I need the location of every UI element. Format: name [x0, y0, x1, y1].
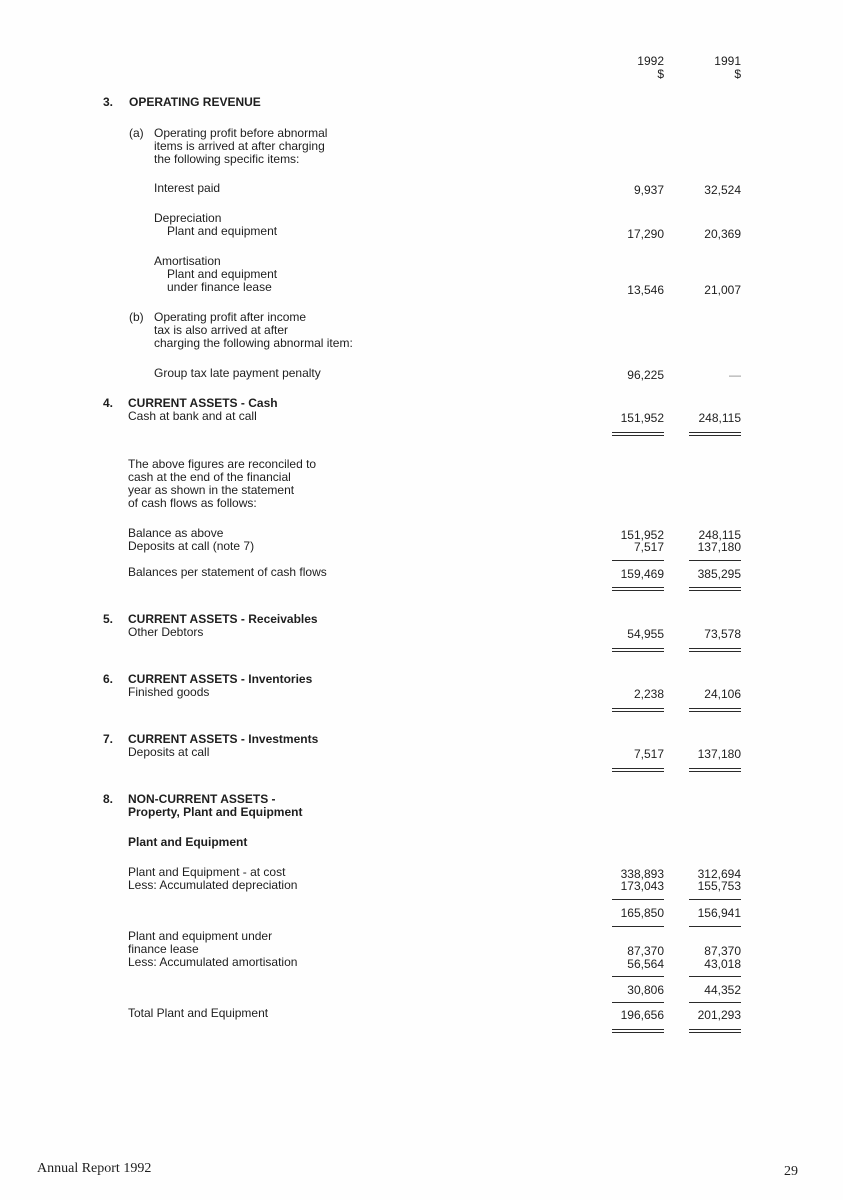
- note-6-1991: 24,106: [704, 687, 741, 701]
- subtotal-rule-1991: [689, 560, 741, 561]
- note-7-number: 7.: [103, 732, 114, 746]
- acc-amortisation-label: Less: Accumulated amortisation: [128, 955, 298, 969]
- cash-at-bank-label: Cash at bank and at call: [128, 409, 257, 423]
- amortisation-sub-1: Plant and equipment: [167, 267, 278, 281]
- per-statement-label: Balances per statement of cash flows: [128, 565, 327, 579]
- per-statement-rule-1992-b: [612, 590, 664, 591]
- cash-at-bank-1992: 151,952: [620, 411, 664, 425]
- note-8-title-2: Property, Plant and Equipment: [128, 805, 303, 819]
- note-7-title: CURRENT ASSETS - Investments: [128, 732, 319, 746]
- cash-double-rule-1991-b: [689, 435, 741, 436]
- note-6-rule-1992-a: [612, 708, 664, 709]
- lease-1991: 87,370: [704, 944, 741, 958]
- deposits-at-call-label: Deposits at call (note 7): [128, 539, 255, 553]
- net2-1992: 30,806: [627, 983, 664, 997]
- cash-double-rule-1992-b: [612, 435, 664, 436]
- per-statement-rule-1991-b: [689, 590, 741, 591]
- reconcile-text-4: of cash flows as follows:: [128, 496, 257, 510]
- note-7-rule-1991-b: [689, 771, 741, 772]
- footer-report-title: Annual Report 1992: [37, 1161, 152, 1176]
- net2-bottom-rule-1991: [689, 1002, 741, 1003]
- cash-at-bank-1991: 248,115: [698, 411, 741, 425]
- note-3a-text-2: items is arrived at after charging: [154, 139, 325, 153]
- col-1992-unit: $: [657, 67, 664, 81]
- lease-label-2: finance lease: [128, 942, 199, 956]
- amortisation-1991: 21,007: [704, 283, 741, 297]
- net1-bottom-rule-1992: [612, 926, 664, 927]
- acc-depreciation-label: Less: Accumulated depreciation: [128, 878, 298, 892]
- note-5-1992: 54,955: [627, 627, 664, 641]
- reconcile-text-2: cash at the end of the financial: [128, 470, 291, 484]
- note-3a-text-1: Operating profit before abnormal: [154, 126, 328, 140]
- deposits-at-call-1992: 7,517: [633, 540, 664, 554]
- cash-double-rule-1991-a: [689, 432, 741, 433]
- reconcile-text-3: year as shown in the statement: [128, 483, 295, 497]
- net1-1991: 156,941: [697, 906, 741, 920]
- net1-top-rule-1991: [689, 899, 741, 900]
- note-6-1992: 2,238: [633, 687, 664, 701]
- note-3-number: 3.: [103, 95, 114, 109]
- note-7-rule-1991-a: [689, 768, 741, 769]
- total-rule-1992-b: [612, 1032, 664, 1033]
- total-plant-1992: 196,656: [620, 1008, 664, 1022]
- col-1992-year: 1992: [637, 54, 664, 68]
- note-6-rule-1992-b: [612, 711, 664, 712]
- note-5-rule-1992-a: [612, 648, 664, 649]
- per-statement-rule-1991-a: [689, 587, 741, 588]
- tax-penalty-1991: —: [729, 368, 741, 382]
- balance-as-above-1992: 151,952: [620, 528, 664, 542]
- note-4-title: CURRENT ASSETS - Cash: [128, 396, 278, 410]
- per-statement-rule-1992-a: [612, 587, 664, 588]
- note-3b-text-3: charging the following abnormal item:: [154, 336, 353, 350]
- note-8-title-1: NON-CURRENT ASSETS -: [128, 792, 276, 806]
- note-7-1991: 137,180: [697, 747, 741, 761]
- depreciation-label: Depreciation: [154, 211, 222, 225]
- note-7-rule-1992-b: [612, 771, 664, 772]
- total-plant-label: Total Plant and Equipment: [128, 1006, 269, 1020]
- note-5-item-label: Other Debtors: [128, 625, 204, 639]
- col-1991-year: 1991: [714, 54, 741, 68]
- reconcile-text-1: The above figures are reconciled to: [128, 457, 317, 471]
- cash-double-rule-1992-a: [612, 432, 664, 433]
- note-5-1991: 73,578: [704, 627, 741, 641]
- note-5-rule-1991-a: [689, 648, 741, 649]
- net2-top-rule-1991: [689, 976, 741, 977]
- note-4-number: 4.: [103, 396, 114, 410]
- lease-label-1: Plant and equipment under: [128, 929, 273, 943]
- cost-1992: 338,893: [620, 867, 664, 881]
- total-rule-1992-a: [612, 1029, 664, 1030]
- note-6-rule-1991-a: [689, 708, 741, 709]
- cost-label: Plant and Equipment - at cost: [128, 865, 286, 879]
- balance-as-above-1991: 248,115: [698, 528, 741, 542]
- total-rule-1991-a: [689, 1029, 741, 1030]
- note-3b-text-2: tax is also arrived at after: [154, 323, 289, 337]
- net1-1992: 165,850: [620, 906, 664, 920]
- interest-paid-label: Interest paid: [154, 181, 221, 195]
- net2-bottom-rule-1992: [612, 1002, 664, 1003]
- depreciation-sub-label: Plant and equipment: [167, 224, 278, 238]
- per-statement-1992: 159,469: [620, 567, 664, 581]
- note-3b-label: (b): [129, 310, 144, 324]
- note-8-subheading: Plant and Equipment: [128, 835, 248, 849]
- tax-penalty-1992: 96,225: [627, 368, 664, 382]
- deposits-at-call-1991: 137,180: [697, 540, 741, 554]
- note-7-rule-1992-a: [612, 768, 664, 769]
- page-number: 29: [784, 1164, 798, 1179]
- net2-1991: 44,352: [704, 983, 741, 997]
- note-3b-text-1: Operating profit after income: [154, 310, 307, 324]
- note-8-number: 8.: [103, 792, 114, 806]
- net1-top-rule-1992: [612, 899, 664, 900]
- note-6-title: CURRENT ASSETS - Inventories: [128, 672, 313, 686]
- note-5-rule-1992-b: [612, 651, 664, 652]
- total-rule-1991-b: [689, 1032, 741, 1033]
- note-6-rule-1991-b: [689, 711, 741, 712]
- note-3-title: OPERATING REVENUE: [129, 95, 261, 109]
- net1-bottom-rule-1991: [689, 926, 741, 927]
- interest-paid-1991: 32,524: [704, 183, 741, 197]
- depreciation-1991: 20,369: [704, 227, 741, 241]
- note-3a-label: (a): [129, 126, 144, 140]
- subtotal-rule-1992: [612, 560, 664, 561]
- interest-paid-1992: 9,937: [633, 183, 664, 197]
- note-7-item-label: Deposits at call: [128, 745, 210, 759]
- tax-penalty-label: Group tax late payment penalty: [154, 366, 321, 380]
- acc-amortisation-1991: 43,018: [704, 957, 741, 971]
- note-3a-text-3: the following specific items:: [154, 152, 300, 166]
- col-1991-unit: $: [734, 67, 741, 81]
- per-statement-1991: 385,295: [697, 567, 741, 581]
- cost-1991: 312,694: [697, 867, 741, 881]
- acc-depreciation-1992: 173,043: [620, 879, 664, 893]
- total-plant-1991: 201,293: [697, 1008, 741, 1022]
- lease-1992: 87,370: [627, 944, 664, 958]
- depreciation-1992: 17,290: [627, 227, 664, 241]
- note-7-1992: 7,517: [633, 747, 664, 761]
- note-5-rule-1991-b: [689, 651, 741, 652]
- amortisation-sub-2: under finance lease: [167, 280, 272, 294]
- amortisation-label: Amortisation: [154, 254, 221, 268]
- note-5-number: 5.: [103, 612, 114, 626]
- net2-top-rule-1992: [612, 976, 664, 977]
- amortisation-1992: 13,546: [627, 283, 664, 297]
- balance-as-above-label: Balance as above: [128, 526, 224, 540]
- note-6-item-label: Finished goods: [128, 685, 210, 699]
- note-5-title: CURRENT ASSETS - Receivables: [128, 612, 318, 626]
- acc-depreciation-1991: 155,753: [697, 879, 741, 893]
- acc-amortisation-1992: 56,564: [627, 957, 664, 971]
- note-6-number: 6.: [103, 672, 114, 686]
